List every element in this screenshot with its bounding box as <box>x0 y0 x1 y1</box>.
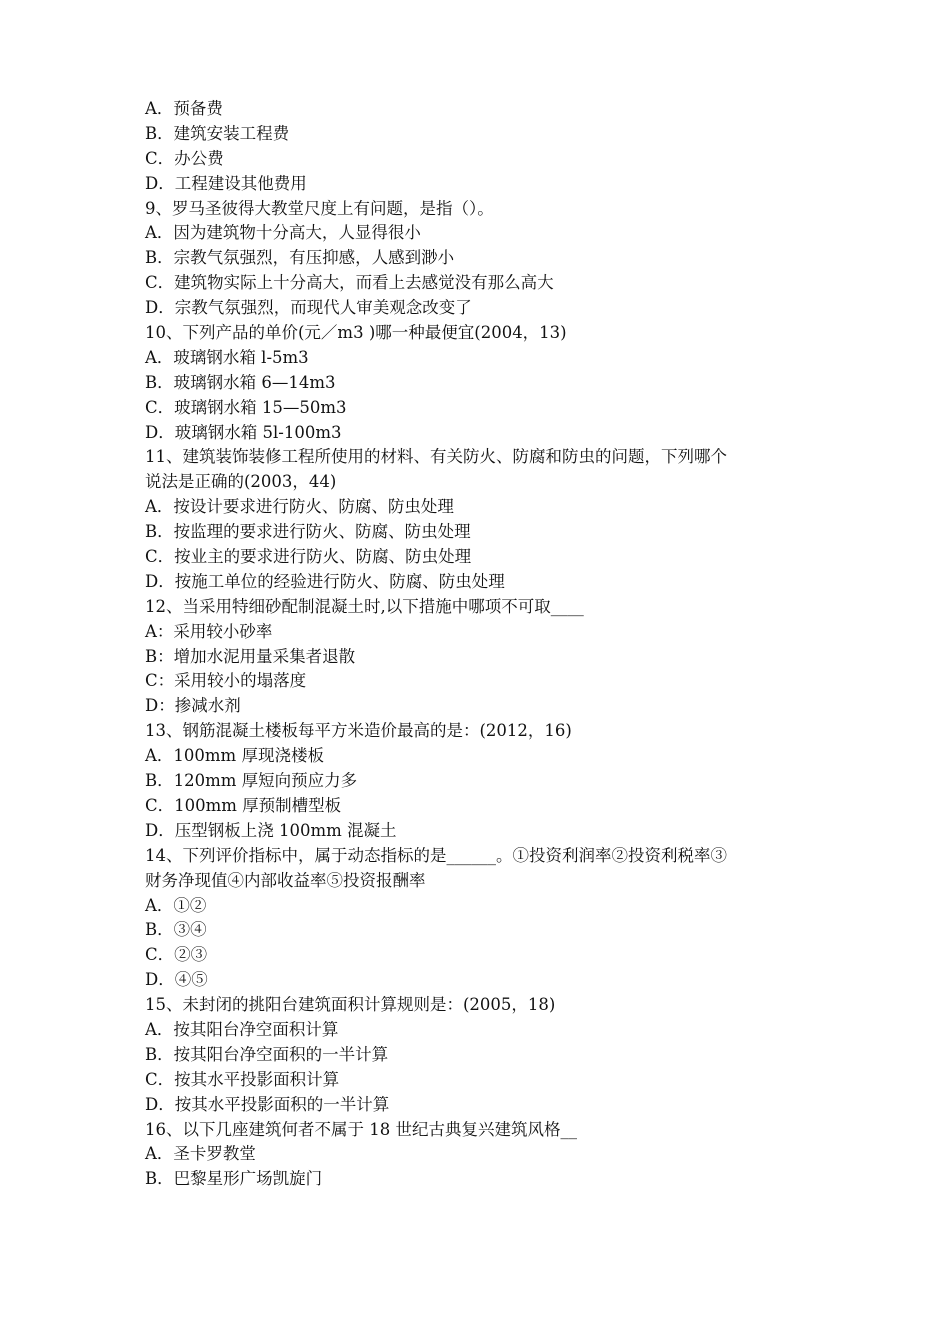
question-line: 12、当采用特细砂配制混凝土时,以下措施中哪项不可取____ <box>145 596 584 616</box>
option-line: A．因为建筑物十分高大，人显得很小 <box>145 223 421 243</box>
option-line: A：采用较小砂率 <box>145 621 273 641</box>
option-line: A．①② <box>145 895 207 915</box>
option-line: D．按施工单位的经验进行防火、防腐、防虫处理 <box>145 571 505 591</box>
option-line: D．按其水平投影面积的一半计算 <box>145 1094 390 1114</box>
option-line: C．玻璃钢水箱 15—50m3 <box>145 397 347 417</box>
option-line: D．④⑤ <box>145 970 208 990</box>
question-line: 10、下列产品的单价(元／m3 )哪一种最便宜(2004，13) <box>145 323 567 343</box>
option-line: C：采用较小的塌落度 <box>145 671 307 691</box>
option-line: C．②③ <box>145 945 208 965</box>
option-line: B．玻璃钢水箱 6—14m3 <box>145 372 336 392</box>
option-line: B．按其阳台净空面积的一半计算 <box>145 1044 389 1064</box>
option-line: B．建筑安装工程费 <box>145 123 290 143</box>
question-line: 16、以下几座建筑何者不属于 18 世纪古典复兴建筑风格__ <box>145 1119 577 1139</box>
option-line: D．压型钢板上浇 100mm 混凝土 <box>145 820 397 840</box>
option-line: D．玻璃钢水箱 5l-100m3 <box>145 422 342 442</box>
document-page <box>145 97 825 1192</box>
question-line-continued: 财务净现值④内部收益率⑤投资报酬率 <box>145 870 426 890</box>
option-line: A．圣卡罗教堂 <box>145 1144 256 1164</box>
option-line: C．办公费 <box>145 148 224 168</box>
option-line: B：增加水泥用量采集者退散 <box>145 646 356 666</box>
option-line: C．100mm 厚预制槽型板 <box>145 795 342 815</box>
question-line: 13、钢筋混凝土楼板每平方米造价最高的是：(2012，16) <box>145 721 572 741</box>
option-line: D：掺减水剂 <box>145 696 241 716</box>
option-line: D．宗教气氛强烈，而现代人审美观念改变了 <box>145 298 472 318</box>
option-line: A．预备费 <box>145 99 223 118</box>
question-line: 11、建筑装饰装修工程所使用的材料、有关防火、防腐和防虫的问题，下列哪个 <box>145 447 727 467</box>
option-line: B．宗教气氛强烈，有压抑感，人感到渺小 <box>145 248 455 268</box>
option-line: B．巴黎星形广场凯旋门 <box>145 1169 323 1189</box>
option-line: A．100mm 厚现浇楼板 <box>145 746 324 766</box>
option-line: A．按设计要求进行防火、防腐、防虫处理 <box>145 497 454 517</box>
option-line: C．建筑物实际上十分高大，而看上去感觉没有那么高大 <box>145 273 554 293</box>
option-line: C．按其水平投影面积计算 <box>145 1069 340 1089</box>
question-line: 9、罗马圣彼得大教堂尺度上有问题，是指（）。 <box>145 198 494 218</box>
option-line: C．按业主的要求进行防火、防腐、防虫处理 <box>145 547 472 567</box>
option-line: B．③④ <box>145 920 207 940</box>
option-line: A．玻璃钢水箱 l-5m3 <box>145 347 309 367</box>
option-line: B．按监理的要求进行防火、防腐、防虫处理 <box>145 522 471 542</box>
option-line: D．工程建设其他费用 <box>145 173 307 193</box>
option-line: A．按其阳台净空面积计算 <box>145 1019 339 1039</box>
question-line: 14、下列评价指标中，属于动态指标的是______。①投资利润率②投资利税率③ <box>145 845 727 865</box>
option-line: B．120mm 厚短向预应力多 <box>145 771 358 791</box>
question-line-continued: 说法是正确的(2003，44) <box>145 472 337 492</box>
question-line: 15、未封闭的挑阳台建筑面积计算规则是：(2005，18) <box>145 995 556 1015</box>
